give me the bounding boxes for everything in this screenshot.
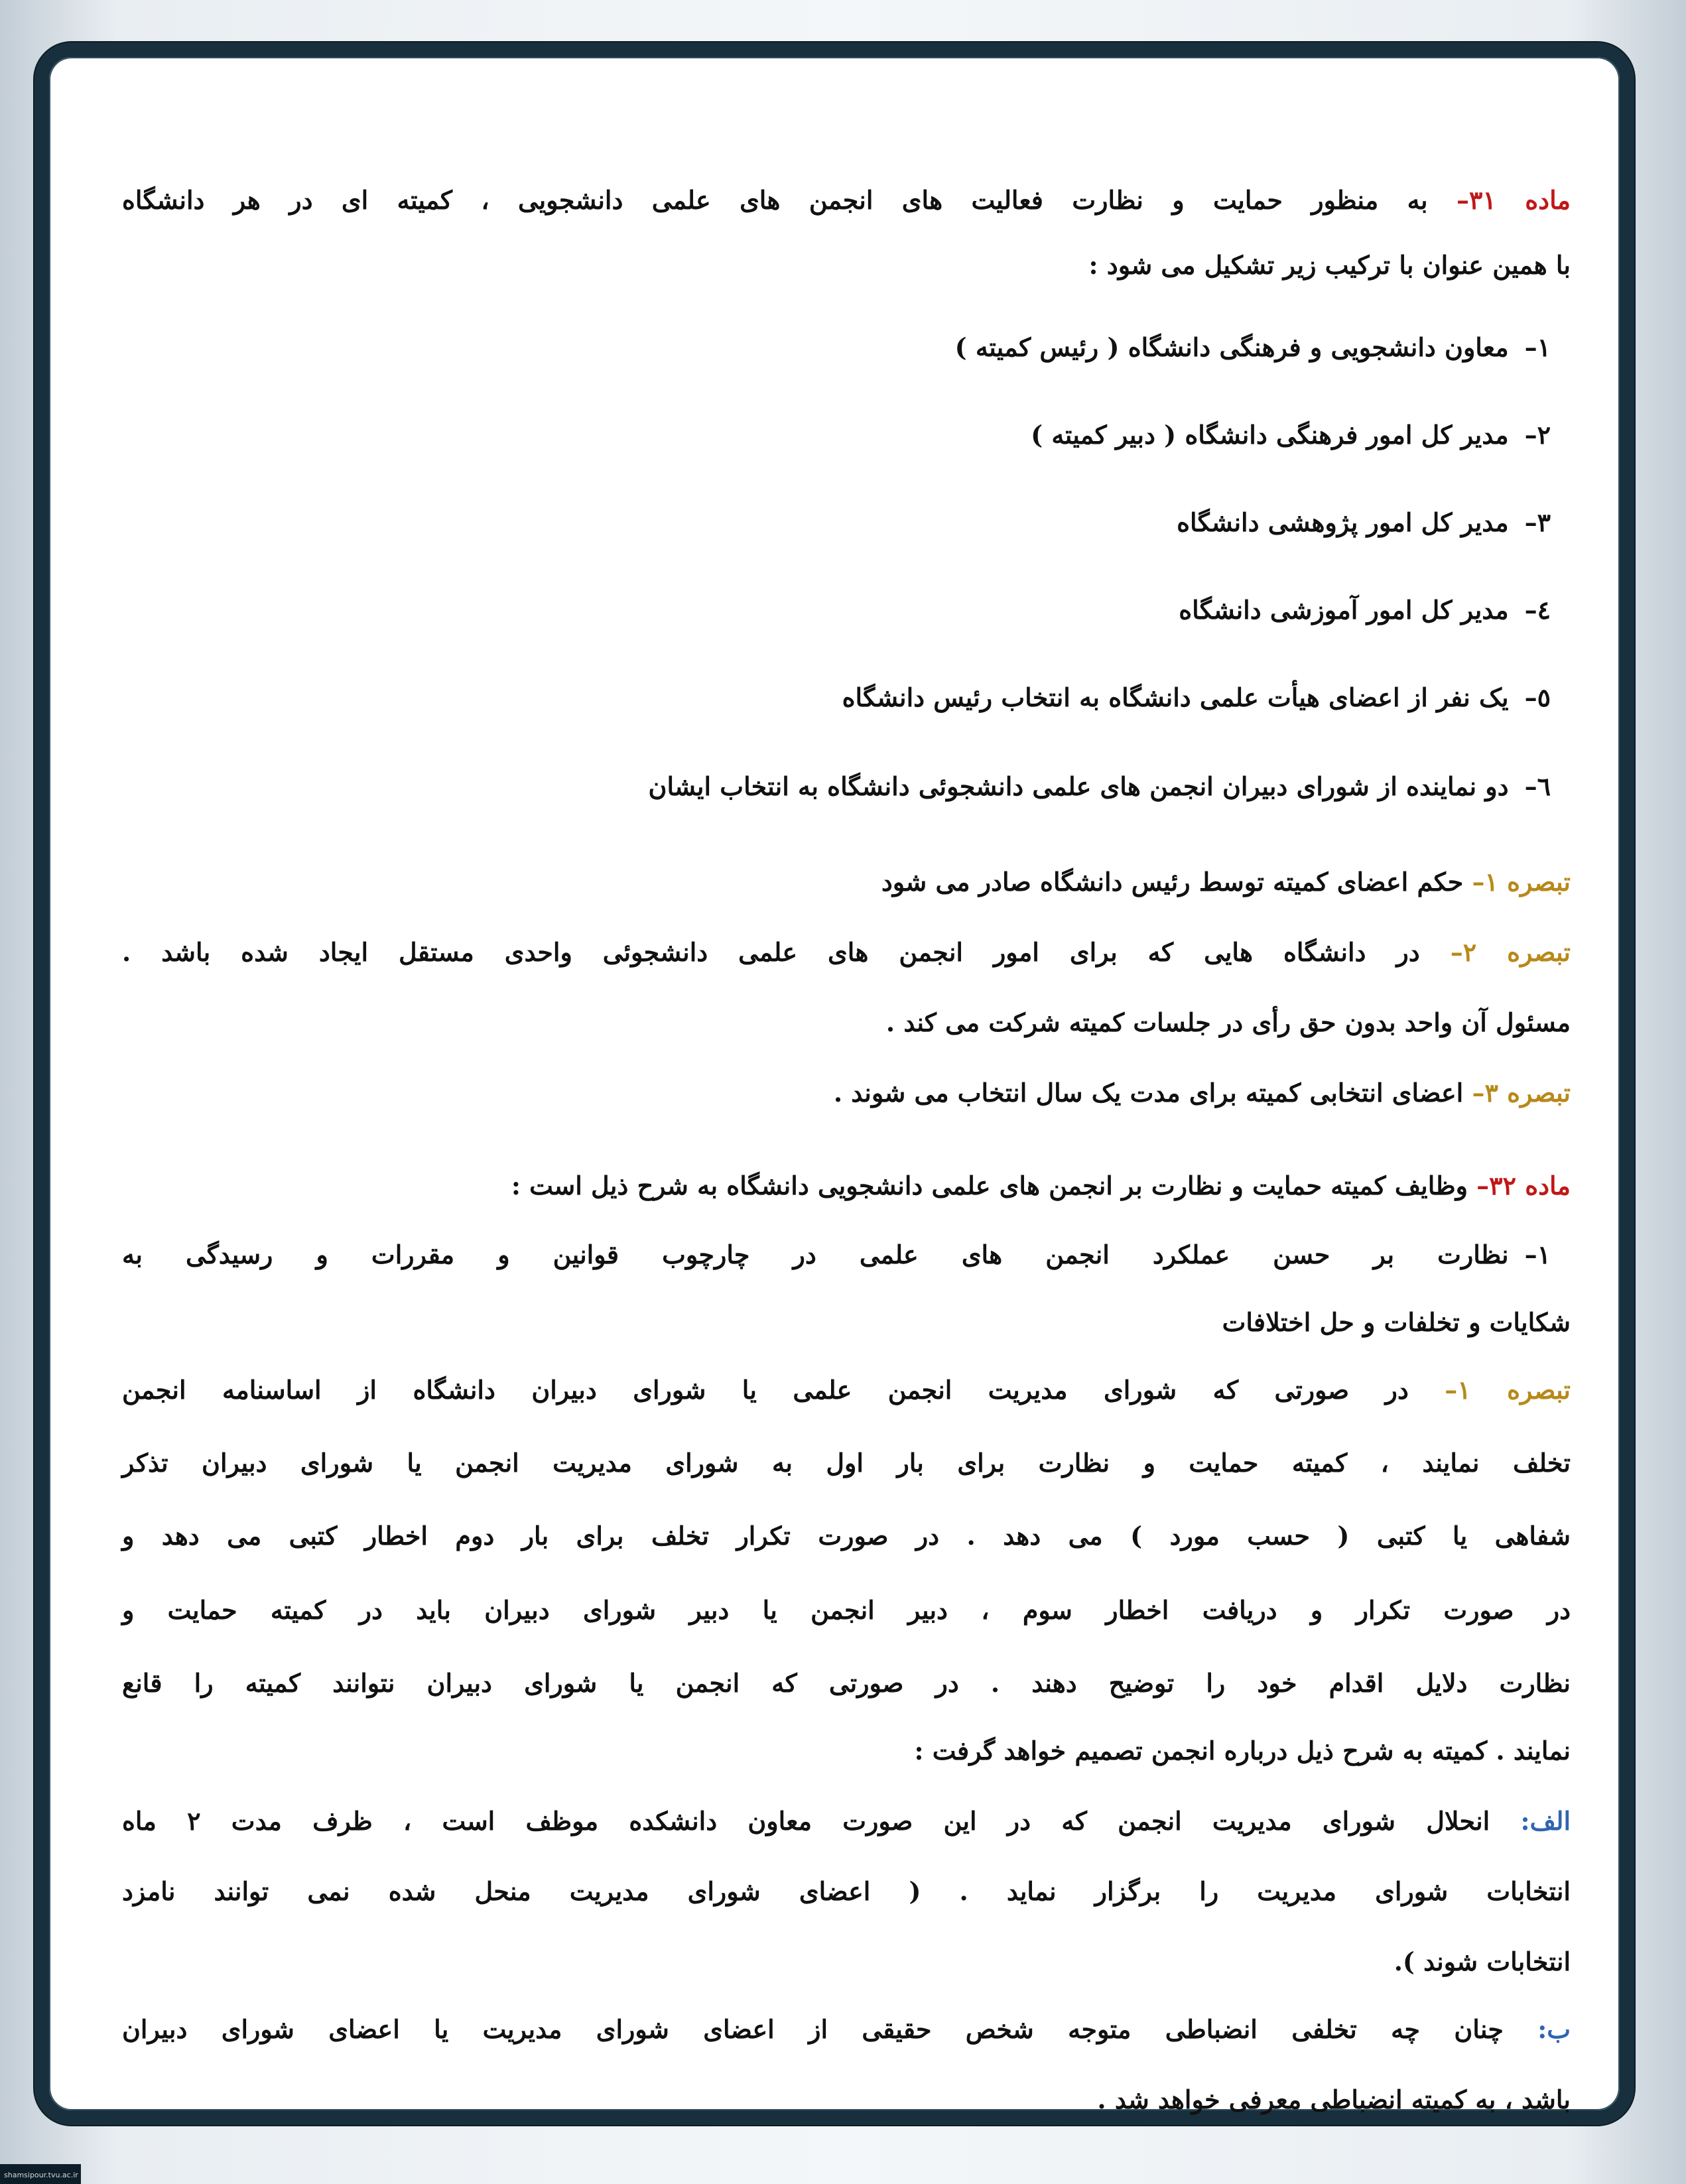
list-item: ٤–مدیر کل امور آموزشی دانشگاه (1179, 595, 1551, 625)
page-frame (34, 42, 1634, 2125)
clause-be-line-2: باشد ، به کمیته انضباطی معرفی خواهد شد . (1097, 2085, 1571, 2114)
clause-alef-line-1: الف: انحلال شورای مدیریت انجمن که در این صورت معاون دانشکده موظف است ، ظرف مدت ۲ ماه (122, 1806, 1571, 1836)
svg-text:shamsipour.tvu.ac.ir: shamsipour.tvu.ac.ir (4, 2171, 78, 2179)
site-logo[interactable] (0, 2164, 81, 2184)
article-31-line-1 (122, 180, 1571, 220)
note-31-1: تبصره ۱– حکم اعضای کمیته توسط رئیس دانشگاه صادر می شود (881, 867, 1571, 897)
note-32-1-line-1: تبصره ۱– در صورتی که شورای مدیریت انجمن علمی یا شورای دبیران دانشگاه از اساسنامه انجمن (122, 1375, 1571, 1405)
list-item: ٦–دو نماینده از شورای دبیران انجمن های علمی دانشجوئی دانشگاه به انتخاب ایشان (648, 771, 1551, 801)
article-32-item-1-line-2: شکایات و تخلفات و حل اختلافات (1222, 1307, 1571, 1337)
note-31-2-line-2: مسئول آن واحد بدون حق رأی در جلسات کمیته شرکت می کند . (885, 1007, 1571, 1037)
clause-alef-line-2: انتخابات شورای مدیریت را برگزار نماید . ( اعضای شورای مدیریت منحل شده نمی توانند نامزد (122, 1876, 1571, 1906)
note-31-2: تبصره ۲– در دانشگاه هایی که برای امور انجمن های علمی دانشجوئی واحدی مستقل ایجاد شده باشد . (122, 937, 1571, 967)
article-31-text: به منظور حمایت و نظارت فعالیت های انجمن های علمی دانشجویی ، کمیته ای در هر دانشگاه (122, 185, 1428, 215)
article-32-item-1: ۱–نظارت بر حسن عملکرد انجمن های علمی در چارچوب قوانین و مقررات و رسیدگی به (122, 1240, 1551, 1269)
article-31-label: ماده ۳۱– (1457, 185, 1571, 215)
note-31-3: تبصره ۳– اعضای انتخابی کمیته برای مدت یک سال انتخاب می شوند . (833, 1078, 1571, 1108)
document-body (122, 180, 1571, 2130)
list-item: ۱–معاون دانشجویی و فرهنگی دانشگاه ( رئیس کمیته ) (954, 332, 1551, 362)
note-32-1-line-6: نمایند . کمیته به شرح ذیل درباره انجمن تصمیم خواهد گرفت : (914, 1736, 1571, 1766)
article-32-intro: ماده ۳۲– وظایف کمیته حمایت و نظارت بر انجمن های علمی دانشجویی دانشگاه به شرح ذیل است : (511, 1171, 1571, 1200)
clause-be-line-1: ب: چنان چه تخلفی انضباطی متوجه شخص حقیقی از اعضای شورای مدیریت یا اعضای شورای دبیران (122, 2014, 1571, 2044)
note-32-1-line-4: در صورت تکرار و دریافت اخطار سوم ، دبیر انجمن یا دبیر شورای دبیران باید در کمیته حمایت و (122, 1595, 1571, 1625)
note-32-1-line-3: شفاهی یا کتبی ( حسب مورد ) می دهد . در صورت تکرار تخلف برای بار دوم اخطار کتبی می دهد و (122, 1521, 1571, 1551)
article-31-line-2: با همین عنوان با ترکیب زیر تشکیل می شود : (1088, 250, 1571, 280)
note-32-1-line-5: نظارت دلایل اقدام خود را توضیح دهند . در صورتی که انجمن یا شورای دبیران نتوانند کمیته را قانع (122, 1668, 1571, 1698)
list-item: ٥–یک نفر از اعضای هیأت علمی دانشگاه به انتخاب رئیس دانشگاه (842, 682, 1551, 712)
site-logo-icon (0, 2164, 81, 2184)
list-item: ۲–مدیر کل امور فرهنگی دانشگاه ( دبیر کمیته ) (1031, 420, 1551, 450)
clause-alef-line-3: انتخابات شوند ). (1394, 1947, 1571, 1976)
list-item: ۳–مدیر کل امور پژوهشی دانشگاه (1177, 507, 1551, 537)
note-32-1-line-2: تخلف نمایند ، کمیته حمایت و نظارت برای بار اول به شورای مدیریت انجمن یا شورای دبیران تذکر (122, 1448, 1571, 1478)
article-32-label: ماده ۳۲– (1476, 1171, 1571, 1200)
